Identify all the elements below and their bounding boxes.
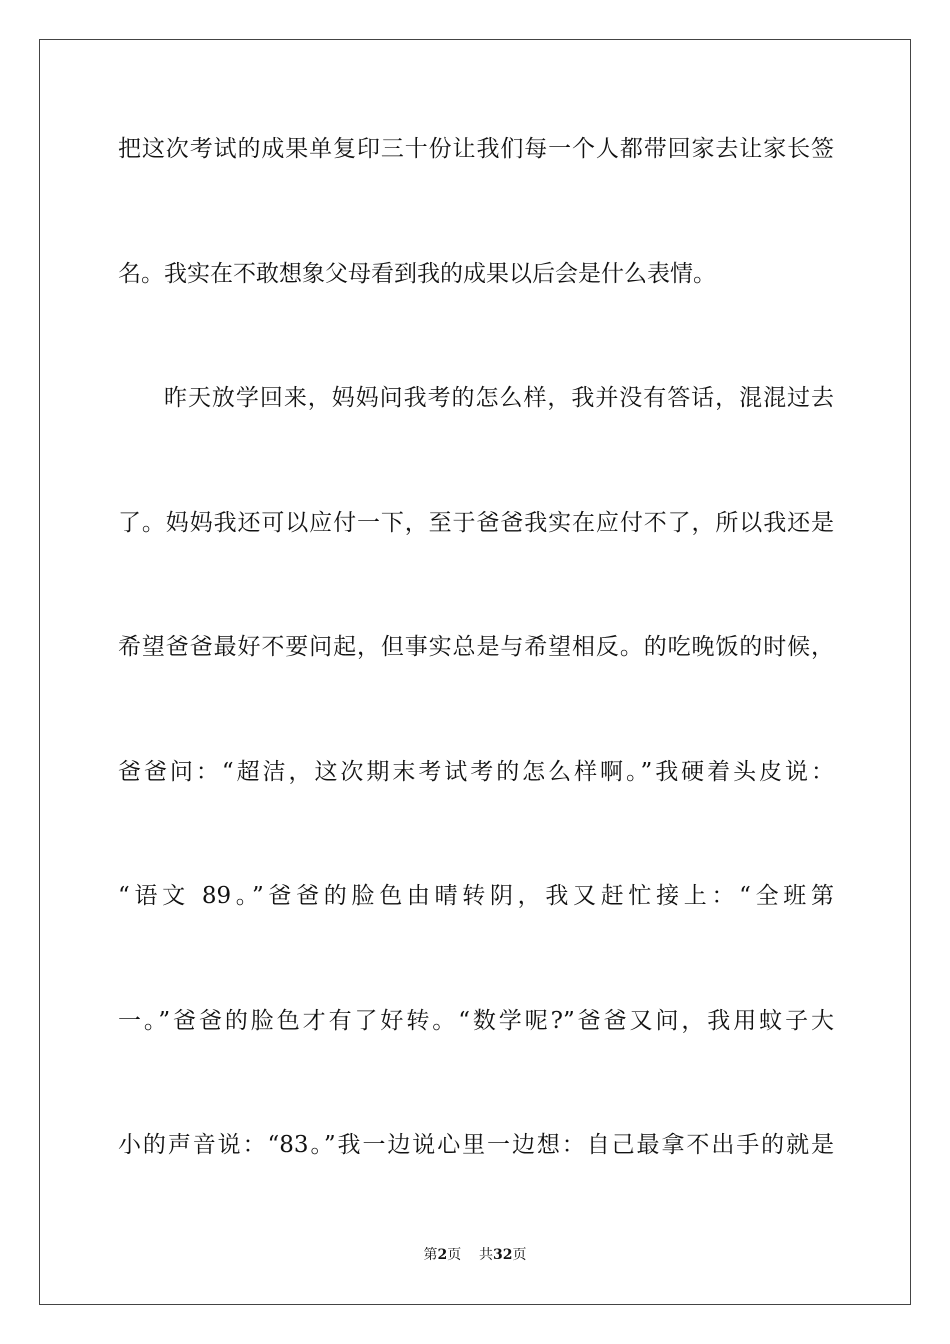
page-border [39, 39, 911, 1305]
text-line-3: 昨天放学回来，妈妈问我考的怎么样，我并没有答话，混混过去 [164, 385, 834, 411]
text-line-6: 爸爸问：“超洁，这次期末考试考的怎么样啊。”我硬着头皮说： [118, 759, 834, 785]
text-line-7: “语文 89。”爸爸的脸色由晴转阴，我又赶忙接上：“全班第 [118, 883, 834, 909]
page-footer [0, 1246, 950, 1264]
text-line-2: 名。我实在不敢想象父母看到我的成果以后会是什么表情。 [118, 261, 716, 287]
page-number: 2 [437, 1247, 448, 1263]
total-prefix: 共 [479, 1247, 494, 1263]
text-line-4: 了。妈妈我还可以应付一下，至于爸爸我实在应付不了，所以我还是 [118, 510, 834, 536]
total-suffix: 页 [512, 1247, 527, 1263]
total-pages: 32 [493, 1247, 513, 1263]
page-suffix: 页 [447, 1247, 462, 1263]
text-line-1: 把这次考试的成果单复印三十份让我们每一个人都带回家去让家长签 [118, 136, 834, 162]
page-prefix: 第 [423, 1247, 438, 1263]
text-line-9: 小的声音说：“83。”我一边说心里一边想：自己最拿不出手的就是 [118, 1132, 834, 1158]
text-line-8: 一。”爸爸的脸色才有了好转。“数学呢?”爸爸又问，我用蚊子大 [118, 1008, 834, 1034]
text-line-5: 希望爸爸最好不要问起，但事实总是与希望相反。的吃晚饭的时候， [118, 634, 834, 660]
